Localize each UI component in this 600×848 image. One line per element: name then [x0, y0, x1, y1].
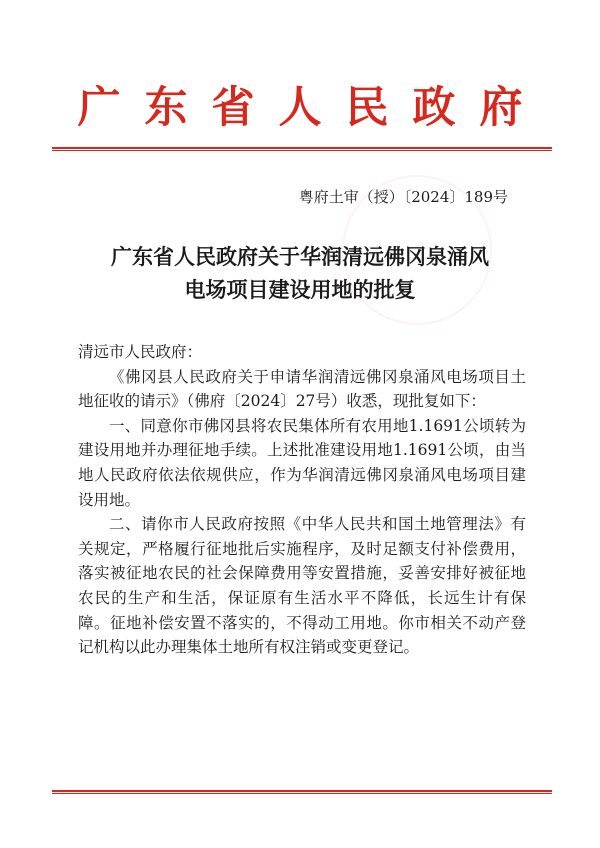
document-body — [78, 340, 526, 660]
masthead-divider — [52, 147, 552, 151]
footer-divider — [52, 790, 552, 794]
paragraph-1: 《佛冈县人民政府关于申请华润清远佛冈泉涌风电场项目土地征收的请示》（佛府〔2024〕27号）收悉，现批复如下： — [78, 367, 526, 411]
addressee: 清远市人民政府： — [78, 343, 203, 361]
paragraph-2: 一、同意你市佛冈县将农民集体所有农用地1.1691公顷转为建设用地并办理征地手续。上述批准建设用地1.1691公顷，由当地人民政府依法依规供应，作为华润清远佛冈泉涌风电场项目建设用地。 — [78, 416, 526, 509]
document-title-line-2: 电场项目建设用地的批复 — [184, 277, 416, 302]
masthead-title: 广东省人民政府 — [77, 83, 547, 133]
paragraph-3: 二、请你市人民政府按照《中华人民共和国土地管理法》有关规定，严格履行征地批后实施程序，及时足额支付补偿费用，落实被征地农民的社会保障费用等安置措施，妥善安排好被征地农民的生产和生活，保证原有生活水平不降低，长远生计有保障。征地补偿安置不落实的，不得动工用地。你市相关不动产登记机构以此办理集体土地所有权注销或变更登记。 — [78, 515, 526, 657]
document-title-line-1: 广东省人民政府关于华润清远佛冈泉涌风 — [111, 244, 489, 269]
document-number: 粤府土审（授）〔2024〕189号 — [298, 188, 508, 206]
document-title — [60, 240, 540, 306]
